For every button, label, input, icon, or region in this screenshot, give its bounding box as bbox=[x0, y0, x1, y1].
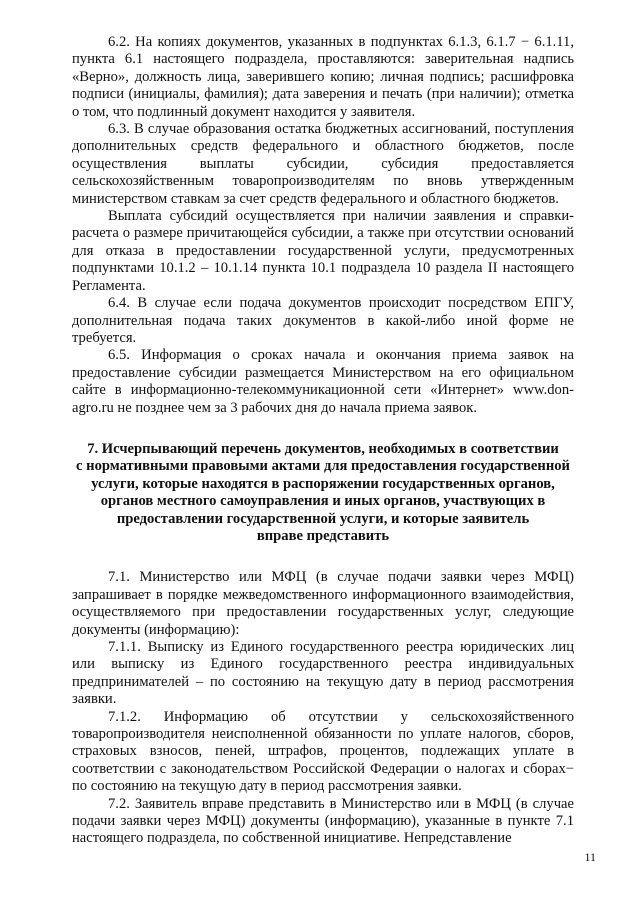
heading-line: органов местного самоуправления и иных органов, участвующих в bbox=[100, 493, 546, 510]
heading-line: услуги, которые находятся в распоряжении государственных органов, bbox=[91, 475, 555, 492]
paragraph-7-1-2: 7.1.2. Информацию об отсутствии у сельскохозяйственного товаропроизводителя неисполненной обязанности по уплате налогов, сборов, страховых взносов, пеней, штрафов, процентов, подлежащих уплате в соответствии с законодательством Российской Федерации о налогах и сборах− по состоянию на текущую дату в период рассмотрения заявки. bbox=[72, 708, 574, 795]
heading-line: вправе представить bbox=[256, 527, 390, 544]
paragraph-6-4: 6.4. В случае если подача документов происходит посредством ЕПГУ, дополнительная подача таких документов в какой-либо иной форме не требуется. bbox=[72, 295, 574, 346]
paragraph-7-1-1: 7.1.1. Выписку из Единого государственного реестра юридических лиц или выписку из Единого государственного реестра индивидуальных предпринимателей – по состоянию на текущую дату в период рассмотрения заявки. bbox=[72, 639, 574, 708]
paragraph-6-3: 6.3. В случае образования остатка бюджетных ассигнований, поступления дополнительных средств федерального и областного бюджетов, после осуществления выплаты субсидии, субсидия предоставляется сельскохозяйственным товаропроизводителям по вновь утвержденным министерством ставкам за счет средств федерального и областного бюджетов. bbox=[72, 121, 574, 207]
paragraph-subsidy-payment: Выплата субсидий осуществляется при наличии заявления и справки-расчета о размере причитающейся субсидии, а также при отсутствии оснований для отказа в предоставлении государственной услуги, предусмотренных подпунктами 10.1.2 – 10.1.14 пункта 10.1 подраздела 10 раздела II настоящего Регламента. bbox=[72, 208, 574, 294]
heading-line: 7. Исчерпывающий перечень документов, необходимых в соответствии bbox=[87, 440, 559, 457]
document-body bbox=[72, 34, 574, 848]
page-number: 11 bbox=[584, 850, 596, 864]
heading-line: с нормативными правовыми актами для предоставления государственной bbox=[76, 458, 570, 475]
paragraph-7-2: 7.2. Заявитель вправе представить в Министерство или в МФЦ (в случае подачи заявки через МФЦ) документы (информацию), указанные в пункте 7.1 настоящего подраздела, по собственной инициативе. Непредставление bbox=[72, 795, 574, 847]
paragraph-6-5: 6.5. Информация о сроках начала и окончания приема заявок на предоставление субсидии размещается Министерством на его официальном сайте в информационно-телекоммуникационной сети «Интернет» www.don-agro.ru не позднее чем за 3 рабочих дня до начала приема заявок. bbox=[72, 347, 574, 416]
heading-line: предоставлении государственной услуги, и которые заявитель bbox=[116, 510, 530, 527]
section-7-heading bbox=[72, 441, 574, 545]
paragraph-7-1: 7.1. Министерство или МФЦ (в случае подачи заявки через МФЦ) запрашивает в порядке межведомственного информационного взаимодействия, осуществляемого при предоставлении государственных услуг, следующие документы (информацию): bbox=[72, 569, 574, 638]
paragraph-6-2: 6.2. На копиях документов, указанных в подпунктах 6.1.3, 6.1.7 − 6.1.11, пункта 6.1 настоящего подраздела, проставляются: заверительная надпись «Верно», должность лица, заверившего копию; личная подпись; расшифровка подписи (инициалы, фамилия); дата заверения и печать (при наличии); отметка о том, что подлинный документ находится у заявителя. bbox=[72, 34, 574, 120]
